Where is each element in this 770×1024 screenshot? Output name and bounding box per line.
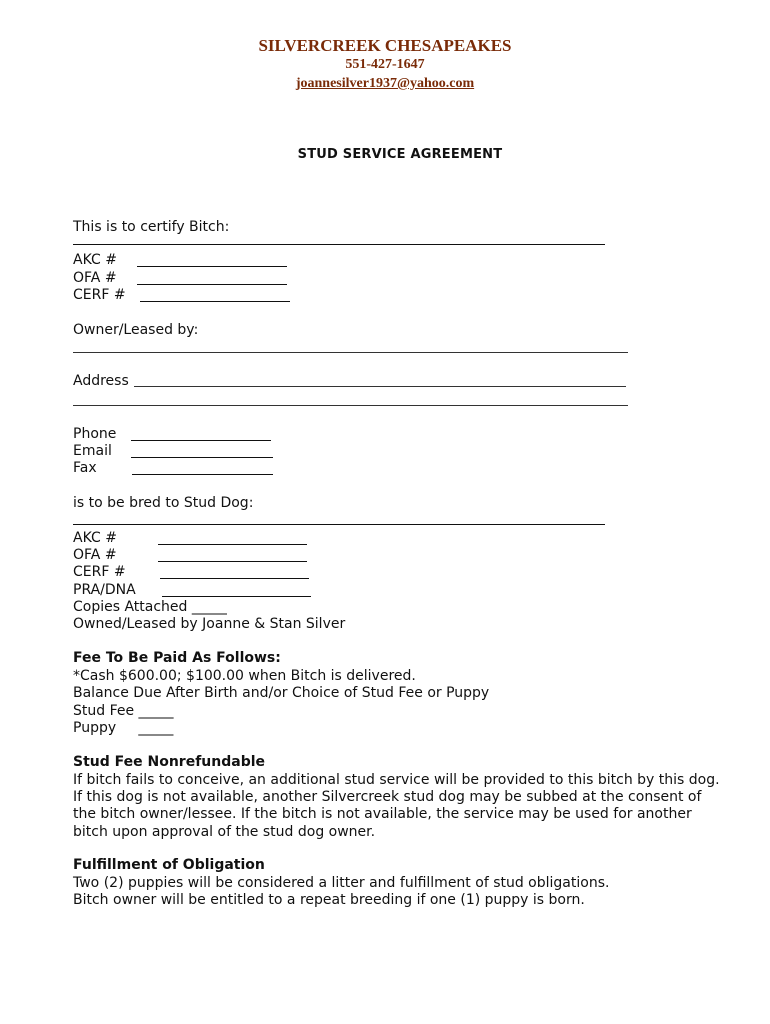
phone-label: Phone bbox=[73, 426, 117, 442]
email-label: Email bbox=[73, 443, 112, 459]
fulfillment-line-1: Two (2) puppies will be considered a litter and fulfillment of stud obligations. bbox=[73, 875, 610, 891]
fax-label: Fax bbox=[73, 460, 97, 476]
stud-name-line[interactable] bbox=[73, 524, 605, 525]
nonrefundable-heading: Stud Fee Nonrefundable bbox=[73, 754, 266, 770]
puppy-option: Puppy _____ bbox=[73, 720, 174, 736]
nonrefundable-line-1: If bitch fails to conceive, an additional stud service will be provided to this bitch by this dog. bbox=[73, 772, 720, 788]
stud-intro: is to be bred to Stud Dog: bbox=[73, 495, 254, 511]
stud-akc-label: AKC # bbox=[73, 530, 117, 546]
email-field[interactable] bbox=[131, 457, 273, 458]
document-title: STUD SERVICE AGREEMENT bbox=[297, 147, 503, 162]
kennel-name: SILVERCREEK CHESAPEAKES bbox=[258, 36, 512, 55]
stud-ofa-field[interactable] bbox=[158, 561, 307, 562]
bitch-akc-label: AKC # bbox=[73, 252, 117, 268]
bitch-cerf-label: CERF # bbox=[73, 287, 126, 303]
bitch-name-line[interactable] bbox=[73, 244, 605, 245]
address-field-1[interactable] bbox=[134, 386, 626, 387]
fulfillment-heading: Fulfillment of Obligation bbox=[73, 857, 265, 873]
bitch-ofa-label: OFA # bbox=[73, 270, 117, 286]
stud-akc-field[interactable] bbox=[158, 544, 307, 545]
bitch-ofa-field[interactable] bbox=[137, 284, 287, 285]
bitch-akc-field[interactable] bbox=[137, 266, 287, 267]
stud-ofa-label: OFA # bbox=[73, 547, 117, 563]
stud-owner: Owned/Leased by Joanne & Stan Silver bbox=[73, 616, 346, 632]
bitch-intro: This is to certify Bitch: bbox=[73, 219, 230, 235]
fax-field[interactable] bbox=[132, 474, 273, 475]
stud-fee-option: Stud Fee _____ bbox=[73, 703, 174, 719]
owner-label: Owner/Leased by: bbox=[73, 322, 199, 338]
pra-dna-field[interactable] bbox=[162, 596, 311, 597]
pra-dna-label: PRA/DNA bbox=[73, 582, 136, 598]
nonrefundable-line-2: If this dog is not available, another Silvercreek stud dog may be subbed at the consent of bbox=[73, 789, 702, 805]
stud-cerf-field[interactable] bbox=[160, 578, 309, 579]
address-field-2[interactable] bbox=[73, 405, 628, 406]
copies-attached: Copies Attached _____ bbox=[73, 599, 227, 615]
stud-cerf-label: CERF # bbox=[73, 564, 126, 580]
phone-field[interactable] bbox=[131, 440, 271, 441]
fee-line-1: *Cash $600.00; $100.00 when Bitch is delivered. bbox=[73, 668, 416, 684]
nonrefundable-line-3: the bitch owner/lessee. If the bitch is not available, the service may be used for another bbox=[73, 806, 692, 822]
fee-line-2: Balance Due After Birth and/or Choice of Stud Fee or Puppy bbox=[73, 685, 490, 701]
bitch-cerf-field[interactable] bbox=[140, 301, 290, 302]
fee-heading: Fee To Be Paid As Follows: bbox=[73, 650, 281, 666]
owner-field[interactable] bbox=[73, 352, 628, 353]
fulfillment-line-2: Bitch owner will be entitled to a repeat breeding if one (1) puppy is born. bbox=[73, 892, 585, 908]
kennel-phone: 551-427-1647 bbox=[345, 57, 425, 72]
address-label: Address bbox=[73, 373, 129, 389]
kennel-email-link[interactable]: joannesilver1937@yahoo.com bbox=[295, 76, 475, 91]
nonrefundable-line-4: bitch upon approval of the stud dog owner. bbox=[73, 824, 376, 840]
